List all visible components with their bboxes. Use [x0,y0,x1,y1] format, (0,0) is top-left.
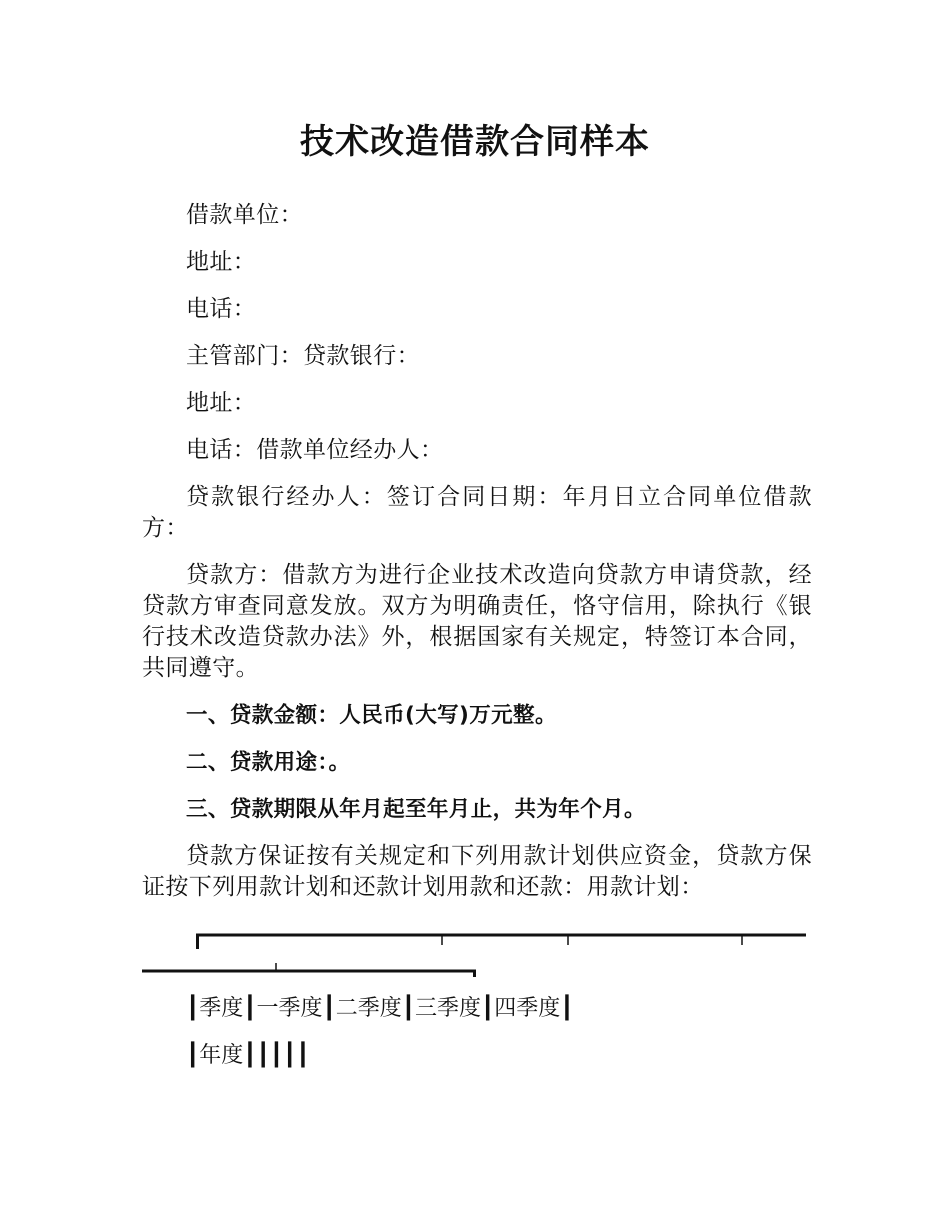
table-header-row: ┃季度┃一季度┃二季度┃三季度┃四季度┃ [186,996,574,1021]
clause-amount: 一、贷款金额：人民币(大写)万元整。 [186,703,557,728]
document-body [142,200,812,1087]
clause-term: 三、贷款期限从年月起至年月止，共为年个月。 [186,797,646,822]
table-year-row: ┃年度┃┃┃┃┃ [186,1043,310,1068]
table-top-border [142,919,812,977]
department-lender-line: 主管部门：贷款银行： [186,343,420,369]
borrower-phone-line: 电话： [186,296,257,322]
preamble-paragraph: 贷款方：借款方为进行企业技术改造向贷款方申请贷款，经贷款方审查同意发放。双方为明确责任，恪守信用，除执行《银行技术改造贷款办法》外，根据国家有关规定，特签订本合同，共同遵守。 [142,562,812,681]
agent-date-line: 贷款银行经办人：签订合同日期：年月日立合同单位借款方： [142,484,812,541]
borrower-line: 借款单位： [186,202,303,228]
clause-purpose: 二、贷款用途：。 [186,750,351,775]
lender-phone-agent-line: 电话：借款单位经办人： [186,437,444,463]
lender-address-line: 地址： [186,390,257,416]
table-border-lines [142,919,812,977]
document-title: 技术改造借款合同样本 [300,122,650,162]
plan-paragraph: 贷款方保证按有关规定和下列用款计划供应资金，贷款方保证按下列用款计划和还款计划用款和还款：用款计划： [142,843,812,900]
borrower-address-line: 地址： [186,249,257,275]
